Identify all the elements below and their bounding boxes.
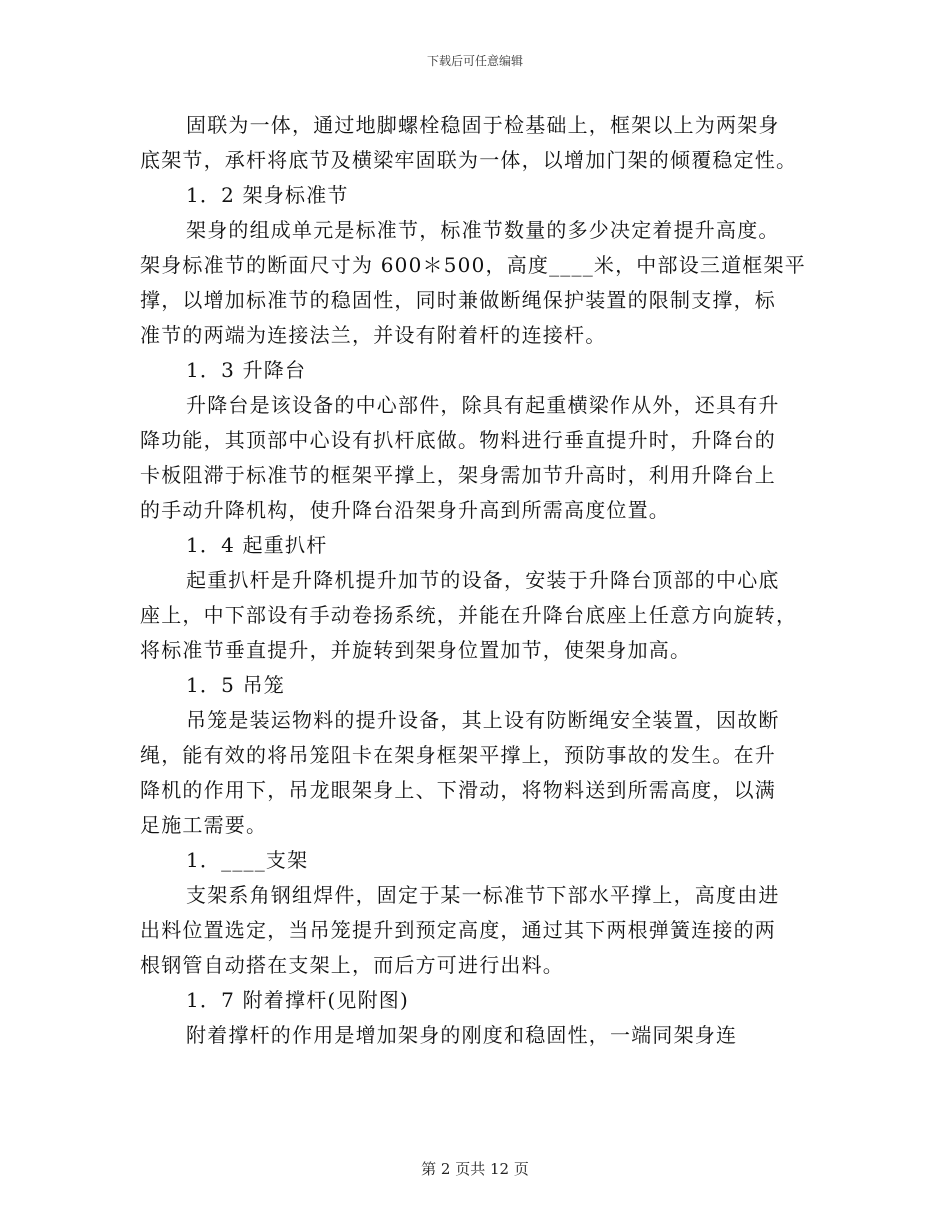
section-heading: 1．5 吊笼	[186, 673, 286, 697]
paragraph-line: 降功能，其顶部中心设有扒杆底做。物料进行垂直提升时，升降台的	[140, 428, 776, 452]
paragraph-line: 足施工需要。	[140, 813, 268, 837]
paragraph-line: 出料位置选定，当吊笼提升到预定高度，通过其下两根弹簧连接的两	[140, 918, 776, 942]
paragraph-line: 起重扒杆是升降机提升加节的设备，安装于升降台顶部的中心底	[186, 568, 780, 592]
paragraph-line: 卡板阻滞于标准节的框架平撑上，架身需加节升高时，利用升降台上	[140, 463, 776, 487]
paragraph-line: 架身的组成单元是标准节，标准节数量的多少决定着提升高度。	[186, 218, 780, 242]
section-heading: 1．7 附着撑杆(见附图)	[186, 988, 410, 1012]
paragraph-line: 架身标准节的断面尺寸为 600＊500，高度____米，中部设三道框架平	[140, 253, 806, 277]
paragraph-line: 底架节，承杆将底节及横梁牢固联为一体，以增加门架的倾覆稳定性。	[140, 148, 798, 172]
section-heading: 1．4 起重扒杆	[186, 533, 328, 557]
paragraph-line: 的手动升降机构，使升降台沿架身升高到所需高度位置。	[140, 498, 670, 522]
paragraph-line: 升降台是该设备的中心部件，除具有起重横梁作从外，还具有升	[186, 393, 780, 417]
paragraph-line: 固联为一体，通过地脚螺栓稳固于检基础上，框架以上为两架身	[186, 113, 780, 137]
paragraph-line: 将标准节垂直提升，并旋转到架身位置加节，使架身加高。	[140, 638, 692, 662]
paragraph-line: 吊笼是装运物料的提升设备，其上设有防断绳安全装置，因故断	[186, 708, 780, 732]
paragraph-line: 降机的作用下，吊龙眼架身上、下滑动，将物料送到所需高度，以满	[140, 778, 776, 802]
paragraph-line: 根钢管自动搭在支架上，而后方可进行出料。	[140, 953, 564, 977]
paragraph-line: 绳，能有效的将吊笼阻卡在架身框架平撑上，预防事故的发生。在升	[140, 743, 776, 767]
paragraph-line: 附着撑杆的作用是增加架身的刚度和稳固性，一端同架身连	[186, 1023, 738, 1047]
page-header: 下载后可任意编辑	[426, 54, 523, 68]
paragraph-line: 准节的两端为连接法兰，并设有附着杆的连接杆。	[140, 323, 607, 347]
document-body	[140, 108, 810, 1053]
paragraph-line: 座上，中下部设有手动卷扬系统，并能在升降台底座上任意方向旋转，	[140, 603, 798, 627]
section-heading: 1．3 升降台	[186, 358, 307, 382]
paragraph-line: 支架系角钢组焊件，固定于某一标准节下部水平撑上，高度由进	[186, 883, 780, 907]
section-heading: 1．____支架	[186, 848, 309, 872]
page-footer: 第 2 页共 12 页	[421, 1160, 529, 1178]
section-heading: 1．2 架身标准节	[186, 183, 349, 207]
paragraph-line: 撑，以增加标准节的稳固性，同时兼做断绳保护装置的限制支撑，标	[140, 288, 776, 312]
